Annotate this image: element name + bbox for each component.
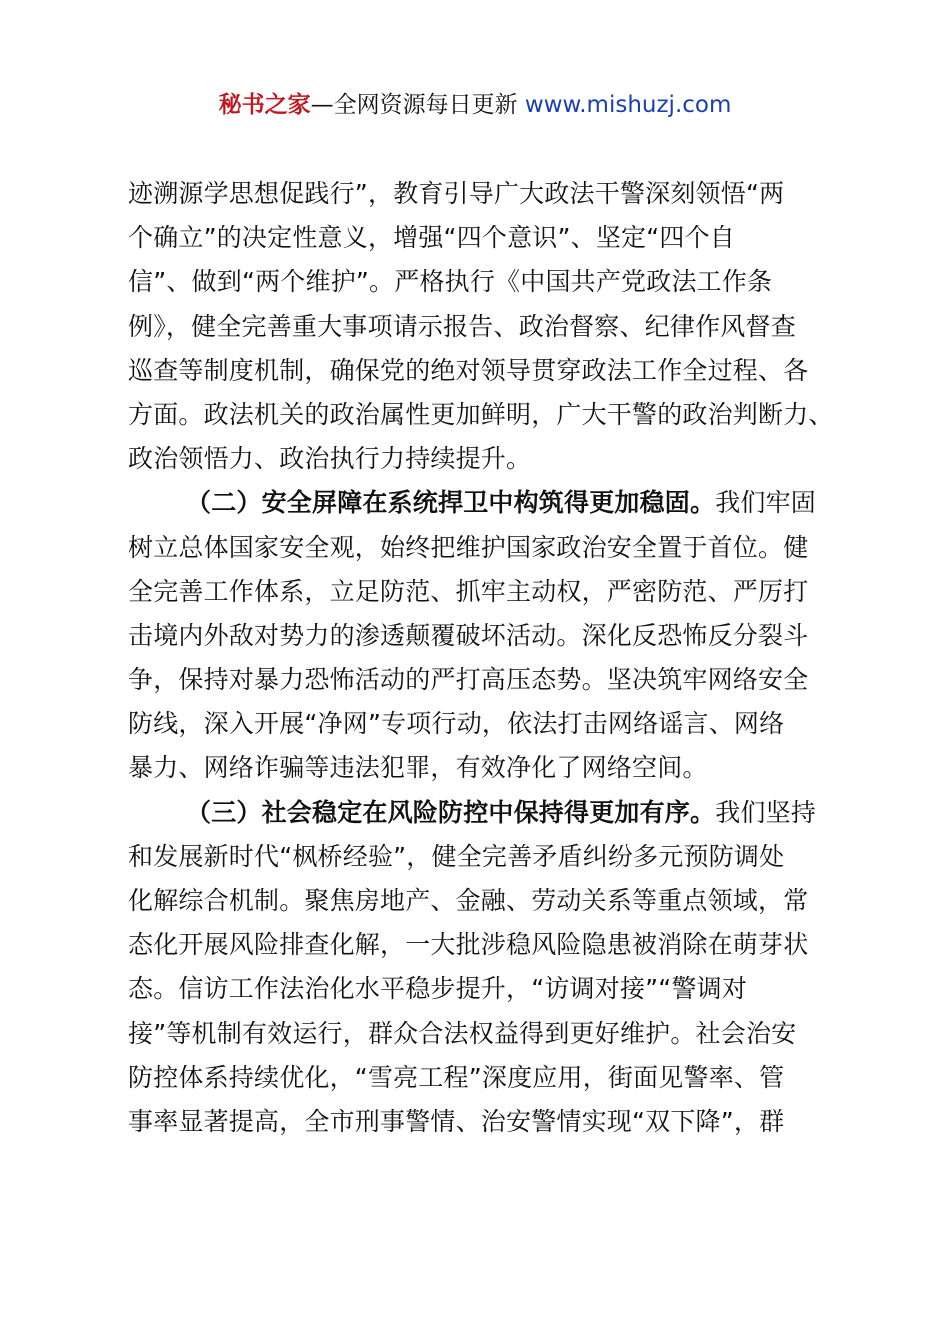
paragraph-3-line: 和发展新时代“枫桥经验”，健全完善矛盾纠纷多元预防调处 (128, 841, 785, 871)
paragraph-1-line: 政治领悟力、政治执行力持续提升。 (128, 444, 532, 474)
paragraph-1-line: 迹溯源学思想促践行”，教育引导广大政法干警深刻领悟“两 (128, 179, 785, 208)
paragraph-1-line: 信”、做到“两个维护”。严格执行《中国共产党政法工作条 (128, 267, 773, 297)
site-brand: 秘书之家 (218, 92, 311, 118)
paragraph-3-line: 接”等机制有效运行，群众合法权益得到更好维护。社会治安 (128, 1018, 797, 1048)
site-tagline: —全网资源每日更新 (310, 92, 525, 118)
paragraph-2-line: 防线，深入开展“净网”专项行动，依法打击网络谣言、网络 (128, 709, 785, 739)
paragraph-3-text: 我们坚持 (715, 797, 817, 827)
paragraph-2-line: 暴力、网络诈骗等违法犯罪，有效净化了网络空间。 (128, 753, 708, 783)
paragraph-3-line: 态。信访工作法治化水平稳步提升，“访调对接”“警调对 (128, 974, 748, 1004)
paragraph-2-line: 全完善工作体系，立足防范、抓牢主动权，严密防范、严厉打 (128, 576, 809, 606)
site-url[interactable]: www.mishuzj.com (524, 92, 732, 118)
section-heading-3: （三）社会稳定在风险防控中保持得更加有序。 (186, 797, 716, 827)
paragraph-3-line: 化解综合机制。聚焦房地产、金融、劳动关系等重点领域，常 (128, 886, 809, 915)
paragraph-2-line: 争，保持对暴力恐怖活动的严打高压态势。坚决筑牢网络安全 (128, 665, 809, 695)
document-body (128, 172, 840, 1144)
paragraph-1-line: 方面。政法机关的政治属性更加鲜明，广大干警的政治判断力、 (128, 399, 834, 429)
paragraph-2-text: 我们牢固 (715, 488, 817, 518)
paragraph-3-line: 态化开展风险排查化解，一大批涉稳风险隐患被消除在萌芽状 (128, 930, 809, 960)
paragraph-1-line: 个确立”的决定性意义，增强“四个意识”、坚定“四个自 (128, 223, 736, 253)
paragraph-2-first-line (128, 481, 840, 525)
paragraph-3-line: 防控体系持续优化，“雪亮工程”深度应用，街面见警率、管 (128, 1062, 785, 1092)
paragraph-3-line: 事率显著提高，全市刑事警情、治安警情实现“双下降”，群 (128, 1106, 785, 1136)
paragraph-3-first-line (128, 791, 840, 835)
paragraph-1-line: 例》，健全完善重大事项请示报告、政治督察、纪律作风督查 (128, 311, 796, 341)
paragraph-2-line: 树立总体国家安全观，始终把维护国家政治安全置于首位。健 (128, 532, 809, 562)
page-header (0, 88, 950, 122)
paragraph-1-line: 巡查等制度机制，确保党的绝对领导贯穿政法工作全过程、各 (128, 355, 809, 385)
section-heading-2: （二）安全屏障在系统捍卫中构筑得更加稳固。 (186, 488, 716, 518)
paragraph-2-line: 击境内外敌对势力的渗透颠覆破坏活动。深化反恐怖反分裂斗 (128, 620, 809, 650)
